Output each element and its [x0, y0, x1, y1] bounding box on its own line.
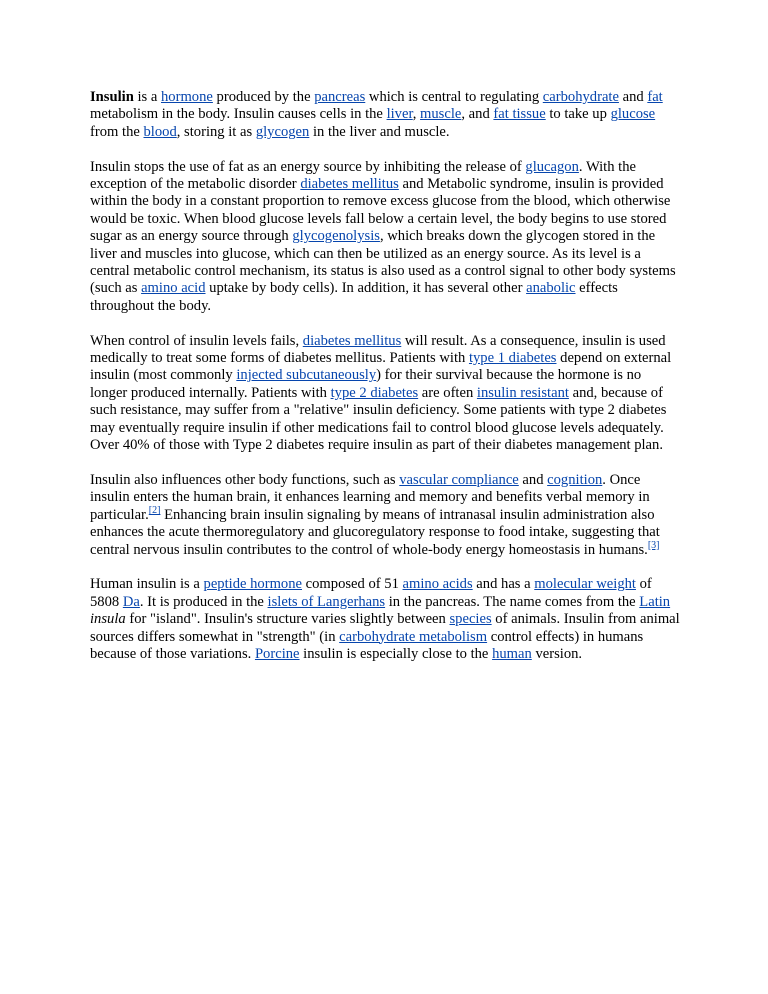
wiki-link[interactable]: injected subcutaneously	[236, 367, 377, 384]
wiki-link[interactable]: glucose	[610, 106, 656, 123]
wiki-link[interactable]: Da	[122, 593, 140, 610]
text-run: insulin is especially close to the	[299, 645, 493, 662]
wiki-link[interactable]: molecular weight	[534, 576, 636, 593]
citation	[149, 502, 161, 516]
text-run: are often	[418, 384, 477, 401]
text-run: produced by the	[212, 89, 315, 105]
text-run: and	[518, 471, 548, 488]
text-run: for "island". Insulin's structure varies slightly between	[125, 611, 450, 628]
citation-link[interactable]: [2]	[148, 504, 161, 516]
text-run: Insulin stops the use of fat as an energy source by inhibiting the release of	[90, 158, 526, 175]
wiki-link[interactable]: glucagon	[525, 158, 579, 175]
wiki-link[interactable]: fat	[647, 89, 663, 105]
paragraph	[90, 576, 682, 663]
text-run: metabolism in the body. Insulin causes cells in the	[90, 106, 387, 123]
text-run: . With the exception of the metabolic disorder	[90, 158, 637, 193]
text-run: Human insulin is a	[90, 576, 204, 593]
wiki-link[interactable]: Latin	[639, 593, 671, 610]
text-run: and	[618, 89, 648, 105]
text-run: depend on external insulin (most commonly	[90, 350, 672, 384]
citation-link[interactable]: [3]	[647, 539, 660, 551]
wiki-link[interactable]: human	[492, 645, 532, 662]
wiki-link[interactable]: glycogenolysis	[292, 228, 380, 245]
text-run: in the liver and muscle.	[309, 123, 450, 140]
text-run: When control of insulin levels fails,	[90, 332, 303, 349]
text-run: composed of 51	[302, 576, 403, 593]
text-run: , and	[461, 106, 494, 123]
text-run: is a	[133, 89, 161, 105]
wiki-link[interactable]: glycogen	[255, 123, 310, 140]
text-run: effects throughout the body.	[90, 280, 618, 314]
wiki-link[interactable]: anabolic	[526, 280, 576, 297]
text-run: ,	[412, 106, 421, 123]
wiki-link[interactable]: diabetes mellitus	[302, 332, 402, 349]
wiki-link[interactable]: cognition	[547, 471, 603, 488]
wiki-link[interactable]: type 1 diabetes	[468, 350, 557, 367]
wiki-link[interactable]: blood	[143, 123, 177, 140]
text-run: and Metabolic syndrome, insulin is provided within the body in a constant proportion to remove excess glucose from the blood, which otherwise would be toxic. When blood glucose levels fall below a certain level, the body begins to use stored sugar as an energy source through	[90, 176, 671, 245]
text-run: ) for their survival because the hormone is no longer produced internally. Patients with	[90, 367, 642, 401]
paragraph	[90, 333, 682, 455]
text-run: version.	[531, 645, 583, 662]
text-run: in the pancreas. The name comes from the	[385, 593, 640, 610]
wiki-link[interactable]: liver	[386, 106, 413, 123]
article-body	[90, 89, 682, 681]
text-run: and has a	[472, 576, 535, 593]
wiki-link[interactable]: insulin resistant	[476, 384, 569, 401]
wiki-link[interactable]: carbohydrate metabolism	[339, 628, 488, 645]
wiki-link[interactable]: amino acid	[141, 280, 206, 297]
text-run: will result. As a consequence, insulin is used medically to treat some forms of diabetes mellitus. Patients with	[90, 332, 666, 367]
text-run: from the	[90, 123, 144, 140]
text-run: of 5808	[90, 576, 652, 610]
wiki-link[interactable]: pancreas	[314, 89, 366, 105]
text-run: to take up	[545, 106, 611, 123]
text-run: Enhancing brain insulin signaling by means of intranasal insulin administration also enhances the acute thermoregulatory and glucoregulatory response to food intake, suggesting that central nervous insulin contributes to the control of whole-body energy homeostasis in humans.	[90, 506, 660, 558]
bold-term: Insulin	[90, 89, 134, 105]
text-run: and, because of such resistance, may suffer from a "relative" insulin deficiency. Some patients with type 2 diabetes may eventually require insulin if other medications fail to control blood glucose levels adequately. Over 40% of those with Type 2 diabetes require insulin as part of their diabetes management plan.	[90, 384, 667, 454]
wiki-link[interactable]: carbohydrate	[542, 89, 619, 105]
paragraph	[90, 159, 682, 316]
wiki-link[interactable]: diabetes mellitus	[300, 176, 399, 193]
text-run: , storing it as	[176, 123, 256, 140]
text-run: Insulin also influences other body functions, such as	[90, 471, 400, 488]
wiki-link[interactable]: islets of Langerhans	[267, 593, 386, 610]
text-run: control effects) in humans because of those variations.	[90, 628, 644, 662]
text-run: of animals. Insulin from animal sources differs somewhat in "strength" (in	[90, 611, 680, 645]
text-run: which is central to regulating	[365, 89, 543, 105]
wiki-link[interactable]: muscle	[420, 106, 462, 123]
italic-term: insula	[90, 611, 126, 628]
text-run: uptake by body cells). In addition, it has several other	[205, 280, 527, 297]
wiki-link[interactable]: vascular compliance	[399, 471, 519, 488]
wiki-link[interactable]: fat tissue	[493, 106, 546, 123]
wiki-link[interactable]: type 2 diabetes	[330, 384, 419, 401]
wiki-link[interactable]: peptide hormone	[203, 576, 302, 593]
citation	[648, 537, 660, 551]
wiki-link[interactable]: species	[449, 611, 492, 628]
text-run: . It is produced in the	[139, 593, 268, 610]
paragraph	[90, 89, 682, 141]
wiki-link[interactable]: hormone	[161, 89, 213, 105]
text-run: . Once insulin enters the human brain, it enhances learning and memory and benefits verbal memory in particular.	[90, 471, 650, 523]
paragraph	[90, 472, 682, 559]
wiki-link[interactable]: amino acids	[402, 576, 473, 593]
wiki-link[interactable]: Porcine	[254, 645, 300, 662]
text-run: , which breaks down the glycogen stored in the liver and muscles into glucose, which can then be utilized as an energy source. As its level is a central metabolic control mechanism, its status is also used as a control signal to other body systems (such as	[90, 228, 676, 297]
